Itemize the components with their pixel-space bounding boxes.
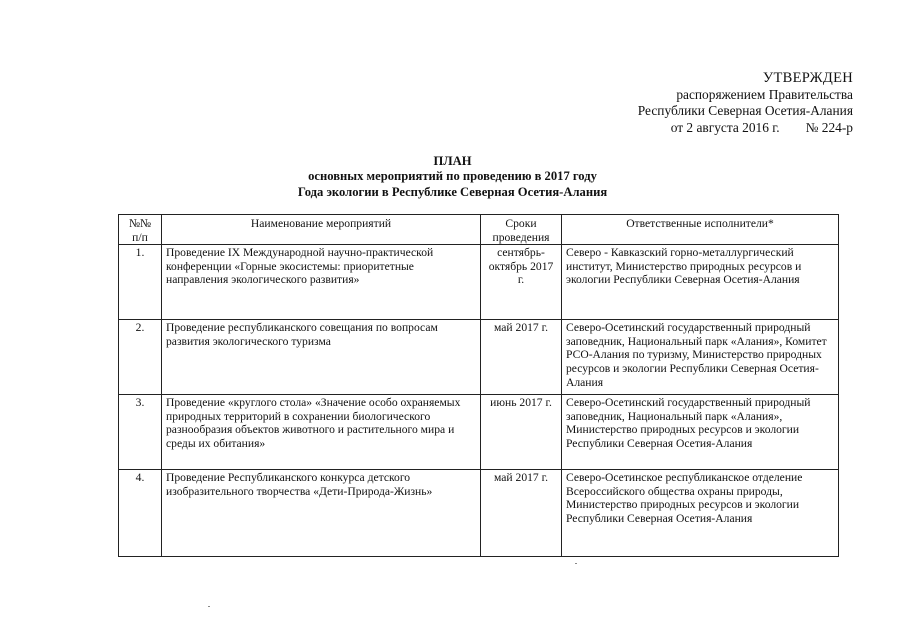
header-responsible: Ответственные исполнители* xyxy=(562,215,839,245)
table-row xyxy=(119,470,839,557)
row-responsible: Северо-Осетинский государственный природный заповедник, Национальный парк «Алания», Комитет РСО-Алания по туризму, Министерство природных ресурсов и экологии Республики Северная Осетия-Алания xyxy=(562,320,839,395)
row-responsible: Северо-Осетинское республиканское отделение Всероссийского общества охраны природы, Министерство природных ресурсов и экологии Республики Северная Осетия-Алания xyxy=(562,470,839,557)
approval-date: от 2 августа 2016 г. xyxy=(670,119,780,135)
approval-stamp: УТВЕРЖДЕН xyxy=(762,70,853,86)
header-num: №№ п/п xyxy=(119,215,162,245)
row-term: июнь 2017 г. xyxy=(481,395,562,470)
row-term: май 2017 г. xyxy=(481,320,562,395)
scan-speck xyxy=(575,563,577,564)
row-num: 1. xyxy=(119,245,162,320)
row-name: Проведение республиканского совещания по вопросам развития экологического туризма xyxy=(162,320,481,395)
header-term: Сроки проведения xyxy=(481,215,562,245)
row-name: Проведение Республиканского конкурса детского изобразительного творчества «Дети-Природа-Жизнь» xyxy=(162,470,481,557)
row-responsible: Северо-Осетинский государственный природный заповедник, Национальный парк «Алания», Министерство природных ресурсов и экологии Республики Северная Осетия-Алания xyxy=(562,395,839,470)
row-num: 2. xyxy=(119,320,162,395)
document-title xyxy=(0,154,905,200)
approval-line-republic: Республики Северная Осетия-Алания xyxy=(637,103,853,119)
row-num: 4. xyxy=(119,470,162,557)
row-term: май 2017 г. xyxy=(481,470,562,557)
approval-date-line xyxy=(638,120,853,137)
table-header-row xyxy=(119,215,839,245)
row-num: 3. xyxy=(119,395,162,470)
title-year: Года экологии в Республике Северная Осетия-Алания xyxy=(297,184,608,199)
row-responsible: Северо - Кавказский горно-металлургический институт, Министерство природных ресурсов и экологии Республики Северная Осетия-Алания xyxy=(562,245,839,320)
table-row xyxy=(119,245,839,320)
table-row xyxy=(119,395,839,470)
approval-line-order: распоряжением Правительства xyxy=(676,86,853,102)
header-name: Наименование мероприятий xyxy=(162,215,481,245)
scan-speck xyxy=(208,606,210,607)
table-row xyxy=(119,320,839,395)
approval-number: № 224-р xyxy=(805,119,853,135)
row-name: Проведение «круглого стола» «Значение особо охраняемых природных территорий в сохранении биологического разнообразия объектов животного и растительного мира и среды их обитания» xyxy=(162,395,481,470)
events-table xyxy=(118,214,839,557)
row-term: сентябрь-октябрь 2017 г. xyxy=(481,245,562,320)
row-name: Проведение IX Международной научно-практической конференции «Горные экосистемы: приоритетные направления экологического развития» xyxy=(162,245,481,320)
title-plan: ПЛАН xyxy=(433,154,472,168)
title-subject: основных мероприятий по проведению в 2017 году xyxy=(308,169,597,184)
approval-block xyxy=(638,70,853,136)
